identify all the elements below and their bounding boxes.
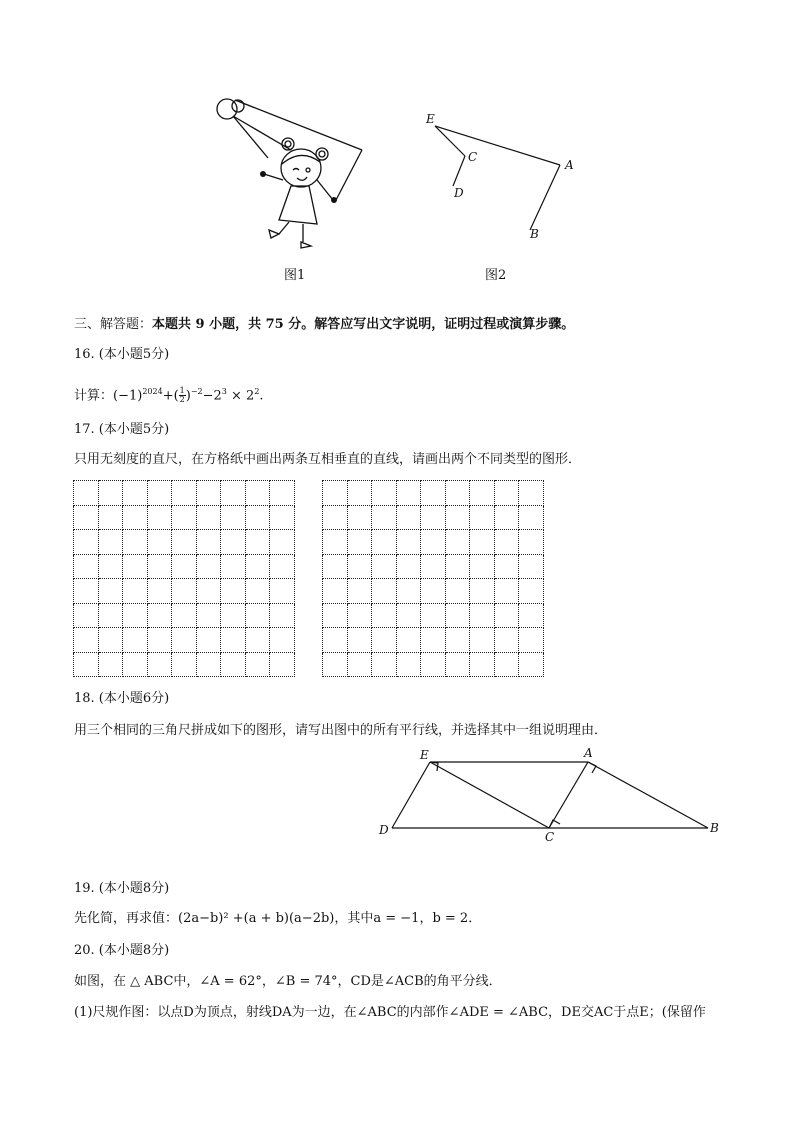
section-3-heading: [74, 316, 574, 334]
q16-exp-c: −2: [190, 387, 203, 396]
section-3-description: 本题共 9 小题，共 75 分。解答应写出文字说明，证明过程或演算步骤。: [152, 317, 575, 332]
q16-header: 16. (本小题5分): [74, 347, 170, 362]
q18-label-E: E: [420, 748, 429, 762]
q19-header: 19. (本小题8分): [74, 881, 170, 896]
grid-paper-left[interactable]: [73, 480, 295, 677]
q16-exp-a: 2024: [142, 387, 163, 396]
label-E: E: [426, 112, 435, 126]
q16-prefix: 计算：: [74, 388, 114, 404]
q16-term-b: +(: [162, 388, 179, 404]
q18-header: 18. (本小题6分): [74, 691, 170, 706]
grid-paper-right[interactable]: [322, 480, 544, 677]
label-C: C: [468, 150, 478, 164]
q16-frac-den: 2: [179, 395, 185, 405]
q16-exp-e: 2: [254, 387, 260, 396]
q16-end: .: [259, 388, 264, 404]
q18-label-C: C: [545, 830, 555, 844]
q20-line-1: 如图，在 △ ABC中，∠A = 62°，∠B = 74°，CD是∠ACB的角平分线．: [74, 974, 502, 989]
q18-text: 用三个相同的三角尺拼成如下的图形，请写出图中的所有平行线，并选择其中一组说明理由．: [74, 723, 608, 738]
label-B: B: [530, 227, 539, 241]
q17-text: 只用无刻度的直尺，在方格纸中画出两条互相垂直的直线，请画出两个不同类型的图形．: [74, 452, 582, 467]
q16-frac-num: 1: [179, 386, 185, 396]
label-A: A: [565, 158, 574, 172]
q18-label-B: B: [710, 821, 719, 835]
figure-1-girl-drawing: [205, 92, 375, 262]
q18-triangle-diagram: [372, 740, 732, 850]
q18-label-D: D: [379, 823, 389, 837]
figure-1-caption: 图1: [284, 268, 306, 283]
q16-term-d: −2: [202, 388, 222, 404]
q16-fraction: [179, 387, 186, 404]
q16-term-a: (−1): [113, 388, 143, 404]
q17-header: 17. (本小题5分): [74, 422, 170, 437]
q20-header: 20. (本小题8分): [74, 943, 170, 958]
q16-term-c: ): [185, 388, 191, 404]
q19-text: 先化简，再求值：(2a−b)² +(a + b)(a−2b)，其中a = −1，b = 2．: [74, 911, 482, 926]
figure-2-diagram: [420, 108, 590, 243]
q18-label-A: A: [584, 746, 593, 760]
section-3-prefix: 三、解答题：: [74, 317, 153, 332]
q16-expression: [74, 383, 264, 405]
label-D: D: [454, 186, 464, 200]
q16-exp-d: 3: [221, 387, 227, 396]
figure-2-caption: 图2: [485, 268, 507, 283]
q20-line-2: (1)尺规作图：以点D为顶点，射线DA为一边，在∠ABC的内部作∠ADE = ∠ABC，DE交AC于点E；(保留作: [74, 1005, 706, 1020]
q16-term-e: × 2: [226, 388, 255, 404]
